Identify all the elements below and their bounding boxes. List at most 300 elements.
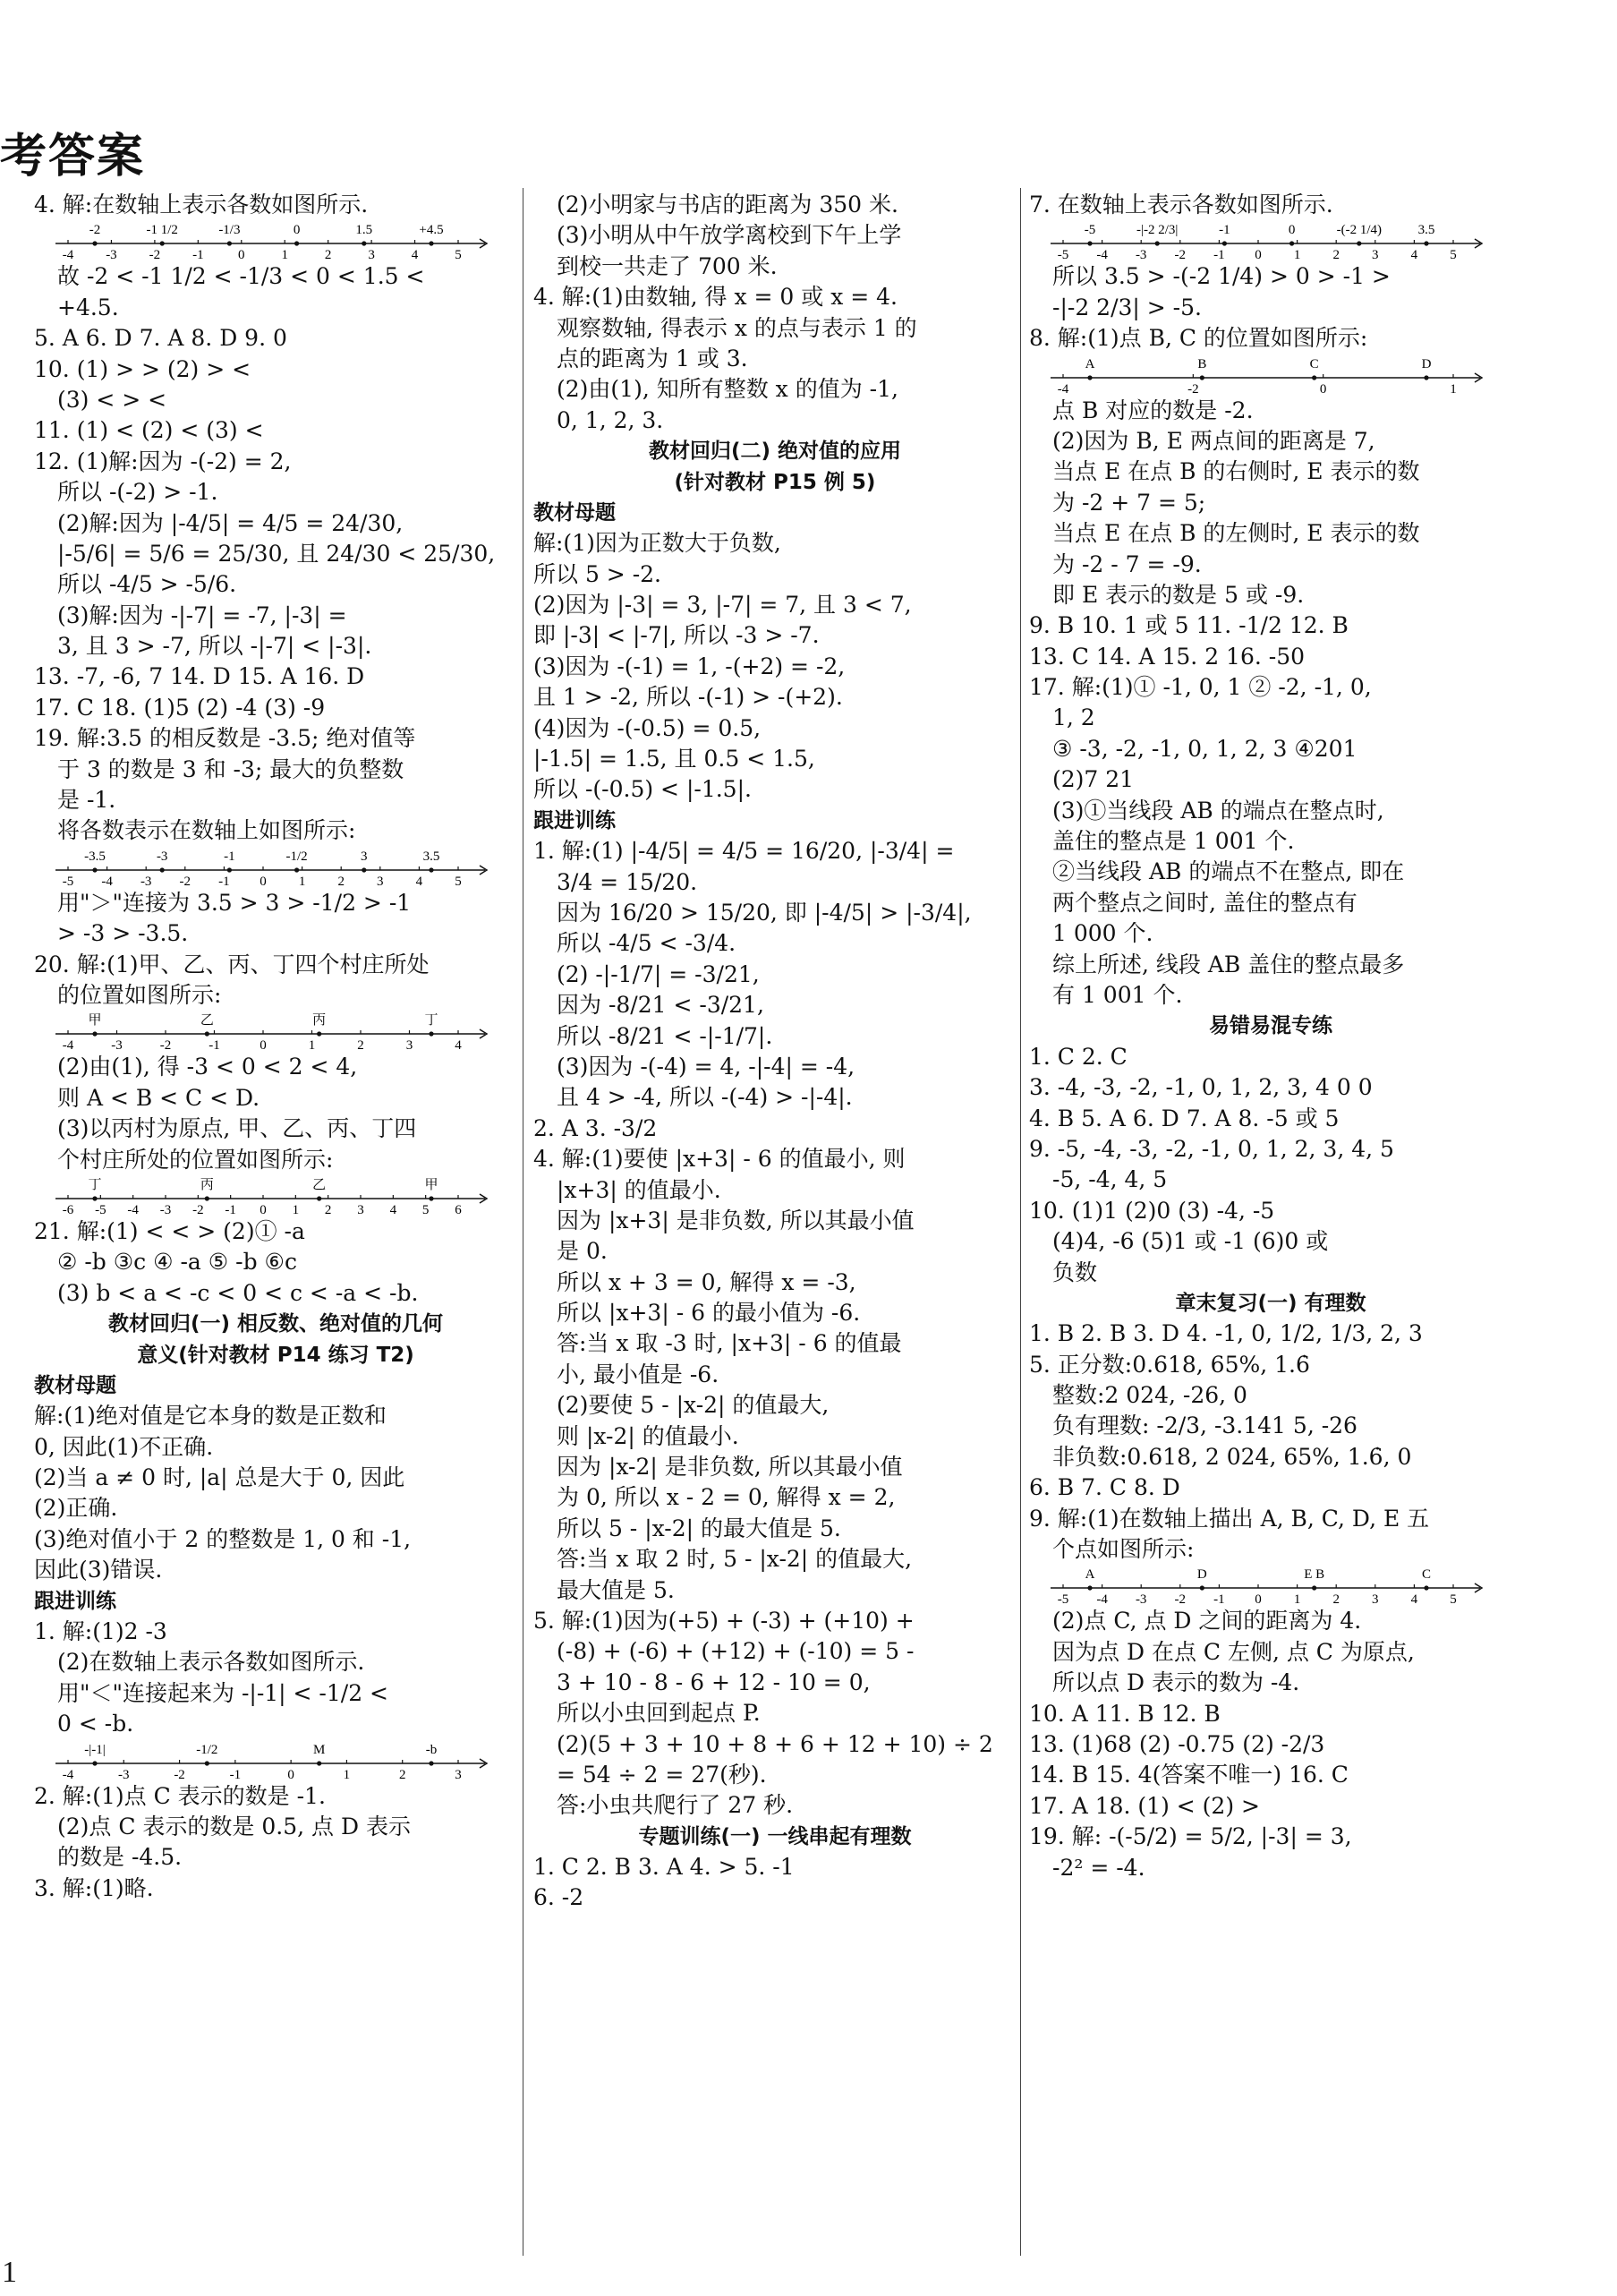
number-line-point bbox=[1087, 1586, 1092, 1591]
number-line-tick-label: -5 bbox=[1057, 1592, 1069, 1607]
answer-line: 所以 -(-0.5) < |-1.5|. bbox=[533, 776, 752, 803]
answer-line: 解:(1)绝对值是它本身的数是正数和 bbox=[34, 1403, 387, 1430]
number-line-tick-label: -4 bbox=[62, 1038, 74, 1053]
number-line-tick-label: -3 bbox=[140, 874, 152, 888]
answer-line: 12. (1)解:因为 -(-2) = 2, bbox=[34, 448, 292, 474]
answer-line: |-5/6| = 5/6 = 25/30, 且 24/30 < 25/30, bbox=[57, 540, 496, 567]
number-line-point bbox=[294, 242, 299, 246]
answer-line: 13. C 14. A 15. 2 16. -50 bbox=[1029, 643, 1306, 670]
answer-line: (2)正确. bbox=[34, 1495, 118, 1522]
answer-line: (3) < > < bbox=[57, 386, 167, 413]
answer-line: 答:当 x 取 2 时, 5 - |x-2| 的值最大, bbox=[557, 1546, 913, 1573]
answer-line: 1. 解:(1)2 -3 bbox=[34, 1618, 167, 1645]
number-line-point bbox=[429, 242, 433, 246]
answer-line: 当点 E 在点 B 的左侧时, E 表示的数 bbox=[1052, 520, 1420, 547]
number-line-tick-label: 0 bbox=[287, 1767, 294, 1781]
number-line-point-label: 丙 bbox=[312, 1013, 327, 1029]
number-line-point bbox=[92, 1761, 97, 1765]
number-line-tick-label: -2 bbox=[1174, 1592, 1187, 1607]
subsection-heading: 教材母题 bbox=[34, 1373, 116, 1397]
answer-line: 因为 -8/21 < -3/21, bbox=[557, 992, 764, 1019]
answer-line: 当点 E 在点 B 的右侧时, E 表示的数 bbox=[1052, 458, 1420, 485]
answer-line: 3, 且 3 > -7, 所以 -|-7| < |-3|. bbox=[57, 633, 372, 660]
number-line-tick-label: 1 bbox=[292, 1202, 300, 1216]
answer-line: 5. 解:(1)因为(+5) + (-3) + (+10) + bbox=[533, 1607, 915, 1634]
number-line-point bbox=[1312, 375, 1316, 380]
answer-line: = 54 ÷ 2 = 27(秒). bbox=[557, 1761, 767, 1788]
answer-line: 6. -2 bbox=[533, 1884, 584, 1911]
answer-line: 则 A < B < C < D. bbox=[57, 1084, 260, 1111]
number-line-point bbox=[92, 867, 97, 872]
number-line-point bbox=[1312, 1586, 1316, 1591]
number-line-point bbox=[92, 242, 97, 246]
number-line-point-label: M bbox=[312, 1742, 326, 1757]
answer-line: 点的距离为 1 或 3. bbox=[557, 345, 748, 371]
number-line-point-label: -|-1| bbox=[84, 1742, 106, 1757]
number-line-tick-label: 2 bbox=[1332, 248, 1340, 262]
number-line-point-label: 丁 bbox=[424, 1013, 438, 1029]
number-line-point bbox=[227, 242, 232, 246]
number-line-tick-label: -4 bbox=[1096, 248, 1108, 262]
number-line-tick-label: 2 bbox=[324, 248, 332, 262]
answer-line: 所以 5 > -2. bbox=[533, 560, 661, 587]
number-line-point bbox=[205, 1032, 209, 1037]
answer-line: 1 000 个. bbox=[1052, 920, 1153, 947]
number-line-tick-label: 1 bbox=[281, 248, 288, 262]
number-line-tick-label: 0 bbox=[1255, 248, 1262, 262]
answer-line: 因为 16/20 > 15/20, 即 |-4/5| > |-3/4|, bbox=[557, 899, 972, 926]
number-line bbox=[1047, 220, 1485, 261]
answer-line: 17. 解:(1)① -1, 0, 1 ② -2, -1, 0, bbox=[1029, 674, 1372, 701]
number-line-point-label: 乙 bbox=[312, 1177, 327, 1192]
number-line-point-label: -|-2 2/3| bbox=[1136, 223, 1179, 238]
number-line-tick-label: -3 bbox=[1135, 1592, 1147, 1607]
number-line-tick-label: 4 bbox=[411, 248, 419, 262]
answer-line: -|-2 2/3| > -5. bbox=[1052, 294, 1202, 320]
answer-line: 且 4 > -4, 所以 -(-4) > -|-4|. bbox=[557, 1084, 853, 1111]
number-line-tick-label: 0 bbox=[1255, 1592, 1262, 1607]
answer-line: 10. A 11. B 12. B bbox=[1029, 1700, 1221, 1727]
number-line-tick-label: 4 bbox=[455, 1038, 462, 1053]
number-line-tick-label: -2 bbox=[192, 1202, 204, 1216]
number-line-point bbox=[317, 1761, 321, 1765]
answer-line: 0, 因此(1)不正确. bbox=[34, 1433, 214, 1460]
number-line bbox=[52, 220, 490, 261]
answer-line: -5, -4, 4, 5 bbox=[1052, 1166, 1168, 1193]
number-line-point-label: 丁 bbox=[88, 1177, 102, 1192]
number-line bbox=[52, 1011, 490, 1052]
answer-line: 负数 bbox=[1052, 1259, 1098, 1285]
answer-line: 到校一共走了 700 米. bbox=[557, 252, 778, 279]
subsection-heading: 教材母题 bbox=[533, 500, 616, 525]
answer-line: 1, 2 bbox=[1052, 704, 1095, 731]
number-line-point-label: -3.5 bbox=[84, 849, 106, 864]
number-line-tick-label: 2 bbox=[398, 1767, 406, 1781]
answer-line: (2)7 21 bbox=[1052, 766, 1135, 793]
answer-line: 3/4 = 15/20. bbox=[557, 868, 698, 895]
number-line-point bbox=[362, 867, 366, 872]
answer-line: 10. (1) > > (2) > < bbox=[34, 355, 251, 382]
answer-line: 4. 解:在数轴上表示各数如图所示. bbox=[34, 192, 369, 218]
answer-line: (2) -|-1/7| = -3/21, bbox=[557, 960, 760, 987]
number-line-point bbox=[1289, 242, 1294, 246]
answer-line: 5. 正分数:0.618, 65%, 1.6̇ bbox=[1029, 1351, 1310, 1378]
number-line-point-label: 甲 bbox=[424, 1177, 438, 1192]
answer-line: 答:小虫共爬行了 27 秒. bbox=[557, 1792, 794, 1819]
answer-line: (4)4, -6 (5)1 或 -1 (6)0 或 bbox=[1052, 1228, 1329, 1255]
answer-line: (3)以丙村为原点, 甲、乙、丙、丁四 bbox=[57, 1115, 417, 1142]
number-line-tick-label: 0 bbox=[1319, 381, 1327, 396]
number-line-tick-label: -3 bbox=[1135, 248, 1147, 262]
answer-line: 3. 解:(1)略. bbox=[34, 1874, 154, 1901]
number-line-point-label: 丙 bbox=[200, 1177, 214, 1192]
number-line-point bbox=[1155, 242, 1160, 246]
number-line-tick-label: 2 bbox=[357, 1038, 364, 1053]
number-line-tick-label: 3 bbox=[368, 248, 375, 262]
answer-line: > -3 > -3.5. bbox=[57, 920, 189, 947]
number-line-point bbox=[1424, 242, 1428, 246]
answer-line: 所以点 D 表示的数为 -4. bbox=[1052, 1669, 1300, 1696]
answer-line: 是 -1. bbox=[57, 787, 116, 814]
number-line-tick-label: -3 bbox=[111, 1038, 123, 1053]
number-line-point-label: A bbox=[1085, 1567, 1095, 1583]
answer-line: 个点如图所示: bbox=[1052, 1536, 1195, 1563]
answer-line: (2)小明家与书店的距离为 350 米. bbox=[557, 192, 898, 218]
number-line-point-label: C bbox=[1421, 1567, 1432, 1583]
number-line-point-label: 0 bbox=[293, 223, 301, 238]
number-line-point-label: +4.5 bbox=[419, 223, 444, 238]
number-line-point bbox=[294, 867, 299, 872]
answer-line: 5. A 6. D 7. A 8. D 9. 0 bbox=[34, 325, 287, 352]
answer-line: 的数是 -4.5. bbox=[57, 1844, 183, 1871]
number-line-point bbox=[92, 1032, 97, 1037]
answer-line: 17. C 18. (1)5 (2) -4 (3) -9 bbox=[34, 694, 326, 721]
number-line-tick-label: -1 bbox=[229, 1767, 242, 1781]
answer-line: 21. 解:(1) < < > (2)① -a bbox=[34, 1217, 305, 1244]
number-line-tick-label: 1 bbox=[298, 874, 306, 888]
section-heading: 教材回归(一) 相反数、绝对值的几何 bbox=[107, 1312, 444, 1336]
answer-line: 19. 解:3.5 的相反数是 -3.5; 绝对值等 bbox=[34, 725, 416, 752]
answer-line: ② -b ③c ④ -a ⑤ -b ⑥c bbox=[57, 1249, 297, 1276]
number-line-point-label: -1 bbox=[1219, 223, 1230, 238]
number-line-tick-label: -4 bbox=[1096, 1592, 1108, 1607]
answer-line: 因此(3)错误. bbox=[34, 1557, 163, 1583]
answer-line: 2. 解:(1)点 C 表示的数是 -1. bbox=[34, 1782, 326, 1809]
answer-line: 所以 3.5 > -(-2 1/4) > 0 > -1 > bbox=[1052, 263, 1391, 290]
answer-line: -2² = -4. bbox=[1052, 1854, 1145, 1881]
column-divider-2 bbox=[1020, 188, 1021, 2256]
section-heading: 易错易混专练 bbox=[1209, 1014, 1332, 1038]
number-line-point-label: 0 bbox=[1288, 223, 1296, 238]
answer-line: 个村庄所处的位置如图所示: bbox=[57, 1146, 334, 1173]
answer-line: ②当线段 AB 的端点不在整点, 即在 bbox=[1052, 858, 1405, 885]
number-line-tick-label: 5 bbox=[455, 874, 462, 888]
number-line-tick-label: 5 bbox=[1450, 248, 1457, 262]
answer-line: 0 < -b. bbox=[57, 1711, 134, 1737]
answer-line: (2)在数轴上表示各数如图所示. bbox=[57, 1649, 365, 1676]
answer-line: (2)因为 |-3| = 3, |-7| = 7, 且 3 < 7, bbox=[533, 592, 912, 619]
number-line-point-label: 甲 bbox=[88, 1013, 102, 1029]
number-line-point bbox=[429, 1032, 433, 1037]
number-line-point-label: 3 bbox=[361, 849, 368, 864]
answer-line: 盖住的整点是 1 001 个. bbox=[1052, 828, 1295, 855]
number-line-tick-label: 3 bbox=[1372, 248, 1379, 262]
answer-line: 2. A 3. -3/2 bbox=[533, 1114, 658, 1141]
number-line-tick-label: -4 bbox=[62, 1767, 74, 1781]
answer-line: 有 1 001 个. bbox=[1052, 981, 1183, 1008]
number-line-point-label: 3.5 bbox=[1417, 223, 1435, 238]
number-line-point-label: B bbox=[1197, 356, 1207, 371]
number-line-point bbox=[227, 867, 232, 872]
answer-line: 综上所述, 线段 AB 盖住的整点最多 bbox=[1052, 951, 1405, 977]
number-line-tick-label: -3 bbox=[159, 1202, 172, 1216]
number-line-tick-label: 5 bbox=[1450, 1592, 1457, 1607]
section-heading: 章末复习(一) 有理数 bbox=[1175, 1291, 1366, 1315]
number-line-tick-label: 4 bbox=[389, 1202, 397, 1216]
number-line-tick-label: 3 bbox=[405, 1038, 413, 1053]
number-line-tick-label: -3 bbox=[118, 1767, 130, 1781]
number-line-point-label: D bbox=[1421, 356, 1432, 371]
answer-line: 将各数表示在数轴上如图所示: bbox=[57, 817, 356, 844]
answer-line: 用"＞"连接为 3.5 > 3 > -1/2 > -1 bbox=[57, 889, 412, 916]
number-line-tick-label: 3 bbox=[1372, 1592, 1379, 1607]
number-line-point bbox=[317, 1196, 321, 1200]
answer-line: 负有理数: -2/3, -3.141 5, -26 bbox=[1052, 1413, 1357, 1439]
answer-line: 因为点 D 在点 C 左侧, 点 C 为原点, bbox=[1052, 1638, 1415, 1665]
number-line-tick-label: -2 bbox=[174, 1767, 185, 1781]
number-line-tick-label: 0 bbox=[238, 248, 245, 262]
answer-line: 3. -4, -3, -2, -1, 0, 1, 2, 3, 4 0 0 bbox=[1029, 1074, 1373, 1101]
number-line-tick-label: 4 bbox=[1410, 1592, 1418, 1607]
number-line-point bbox=[1424, 375, 1428, 380]
answer-line: 8. 解:(1)点 B, C 的位置如图所示: bbox=[1029, 325, 1368, 352]
answer-line: 于 3 的数是 3 和 -3; 最大的负整数 bbox=[57, 755, 404, 782]
answer-line: 因为 |x+3| 是非负数, 所以其最小值 bbox=[557, 1207, 915, 1233]
number-line-point bbox=[317, 1032, 321, 1037]
answer-line: 为 -2 + 7 = 5; bbox=[1052, 489, 1206, 516]
answer-line: 14. B 15. 4(答案不唯一) 16. C bbox=[1029, 1762, 1349, 1788]
number-line-tick-label: 3 bbox=[357, 1202, 364, 1216]
number-line-tick-label: 3 bbox=[377, 874, 384, 888]
answer-column-3 bbox=[1029, 190, 1512, 1883]
answer-line: (2)由(1), 得 -3 < 0 < 2 < 4, bbox=[57, 1054, 358, 1080]
answer-line: (2)由(1), 知所有整数 x 的值为 -1, bbox=[557, 376, 898, 403]
number-line-point-label: -1/2 bbox=[285, 849, 308, 864]
answer-line: 故 -2 < -1 1/2 < -1/3 < 0 < 1.5 < bbox=[57, 263, 425, 290]
answer-line: (2)当 a ≠ 0 时, |a| 总是大于 0, 因此 bbox=[34, 1464, 405, 1491]
answer-line: 是 0. bbox=[557, 1238, 608, 1265]
answer-line: 因为 |x-2| 是非负数, 所以其最小值 bbox=[557, 1454, 903, 1481]
number-line-point-label: D bbox=[1196, 1567, 1207, 1583]
number-line-point-label: -1/3 bbox=[218, 223, 241, 238]
answer-line: 即 E 表示的数是 5 或 -9. bbox=[1052, 581, 1305, 608]
number-line-point-label: -3 bbox=[156, 849, 168, 864]
answer-line: (3)小明从中午放学离校到下午上学 bbox=[557, 222, 902, 249]
number-line-tick-label: -2 bbox=[1187, 381, 1199, 396]
number-line bbox=[52, 847, 490, 888]
subsection-heading: 跟进训练 bbox=[533, 808, 616, 832]
answer-line: 10. (1)1 (2)0 (3) -4, -5 bbox=[1029, 1197, 1275, 1224]
answer-line: 所以 -4/5 > -5/6. bbox=[57, 571, 237, 598]
section-heading: 专题训练(一) 一线串起有理数 bbox=[638, 1824, 912, 1848]
answer-line: 所以 x + 3 = 0, 解得 x = -3, bbox=[557, 1268, 856, 1295]
answer-line: 4. 解:(1)由数轴, 得 x = 0 或 x = 4. bbox=[533, 284, 898, 311]
answer-line: 0, 1, 2, 3. bbox=[557, 406, 664, 433]
answer-line: 所以 |x+3| - 6 的最小值为 -6. bbox=[557, 1300, 861, 1327]
page-number: 1 bbox=[2, 2256, 17, 2289]
answer-line: 3 + 10 - 8 - 6 + 12 - 10 = 0, bbox=[557, 1669, 871, 1695]
number-line-point bbox=[205, 1196, 209, 1200]
answer-line: 所以 -8/21 < -|-1/7|. bbox=[557, 1022, 773, 1049]
answer-line: 所以 5 - |x-2| 的最大值是 5. bbox=[557, 1515, 841, 1541]
answer-line: 13. -7, -6, 7 14. D 15. A 16. D bbox=[34, 663, 365, 690]
answer-line: 11. (1) < (2) < (3) < bbox=[34, 417, 264, 444]
answer-line: 7. 在数轴上表示各数如图所示. bbox=[1029, 192, 1333, 218]
answer-line: 所以 -(-2) > -1. bbox=[57, 479, 218, 506]
number-line-point bbox=[1424, 1586, 1428, 1591]
answer-line: (2)解:因为 |-4/5| = 4/5 = 24/30, bbox=[57, 509, 404, 536]
answer-line: +4.5. bbox=[57, 294, 119, 320]
answer-line: 点 B 对应的数是 -2. bbox=[1052, 397, 1254, 423]
answer-line: 即 |-3| < |-7|, 所以 -3 > -7. bbox=[533, 622, 820, 649]
number-line-point-label: -2 bbox=[89, 223, 101, 238]
answer-line: (3)因为 -(-1) = 1, -(+2) = -2, bbox=[533, 653, 846, 679]
number-line-point bbox=[1200, 1586, 1204, 1591]
number-line-tick-label: 1 bbox=[1450, 381, 1457, 396]
answer-line: 9. B 10. 1 或 5 11. -1/2 12. B bbox=[1029, 612, 1349, 639]
number-line-point bbox=[92, 1196, 97, 1200]
number-line-point-label: -1 bbox=[224, 849, 235, 864]
answer-line: (3) b < a < -c < 0 < c < -a < -b. bbox=[57, 1279, 419, 1306]
number-line-point-label: -1/2 bbox=[196, 1742, 218, 1757]
number-line-tick-label: 5 bbox=[455, 248, 462, 262]
answer-line: 解:(1)因为正数大于负数, bbox=[533, 530, 781, 557]
number-line bbox=[52, 1175, 490, 1216]
number-line-tick-label: -1 bbox=[1213, 1592, 1225, 1607]
number-line-tick-label: 0 bbox=[260, 1038, 267, 1053]
number-line-tick-label: -4 bbox=[101, 874, 113, 888]
answer-line: (2)点 C, 点 D 之间的距离为 4. bbox=[1052, 1608, 1362, 1635]
number-line-point-label: 1.5 bbox=[355, 223, 373, 238]
answer-line: |-1.5| = 1.5, 且 0.5 < 1.5, bbox=[533, 746, 815, 772]
number-line-tick-label: -5 bbox=[62, 874, 74, 888]
answer-line: 17. A 18. (1) < (2) > bbox=[1029, 1792, 1260, 1819]
answer-line: 19. 解: -(-5/2) = 5/2, |-3| = 3, bbox=[1029, 1823, 1352, 1850]
number-line-tick-label: 5 bbox=[421, 1202, 430, 1216]
number-line-point bbox=[429, 867, 433, 872]
number-line-point-label: C bbox=[1309, 356, 1319, 371]
number-line-tick-label: -3 bbox=[106, 248, 117, 262]
answer-line: 为 -2 - 7 = -9. bbox=[1052, 551, 1202, 577]
answer-line: 答:当 x 取 -3 时, |x+3| - 6 的值最 bbox=[557, 1330, 902, 1357]
answer-line: 20. 解:(1)甲、乙、丙、丁四个村庄所处 bbox=[34, 951, 430, 977]
number-line-tick-label: 2 bbox=[337, 874, 345, 888]
number-line-tick-label: -1 bbox=[192, 248, 204, 262]
number-line-tick-label: -1 bbox=[1213, 248, 1225, 262]
answer-column-1 bbox=[34, 190, 517, 1904]
number-line-tick-label: -5 bbox=[1057, 248, 1069, 262]
number-line-point-label: E B bbox=[1304, 1567, 1325, 1583]
number-line-tick-label: 3 bbox=[455, 1767, 462, 1781]
number-line-point bbox=[362, 242, 366, 246]
section-heading: 意义(针对教材 P14 练习 T2) bbox=[137, 1343, 414, 1367]
answer-line: 9. 解:(1)在数轴上描出 A, B, C, D, E 五 bbox=[1029, 1505, 1430, 1532]
answer-line: 且 1 > -2, 所以 -(-1) > -(+2). bbox=[533, 684, 843, 711]
number-line-point-label: -1 1/2 bbox=[146, 223, 178, 238]
subsection-heading: 跟进训练 bbox=[34, 1589, 116, 1613]
answer-line: 则 |x-2| 的值最小. bbox=[557, 1422, 739, 1449]
answer-line: (3)解:因为 -|-7| = -7, |-3| = bbox=[57, 602, 347, 628]
answer-line: (2)因为 B, E 两点间的距离是 7, bbox=[1052, 427, 1375, 454]
number-line-point bbox=[160, 242, 165, 246]
number-line-tick-label: 6 bbox=[455, 1202, 462, 1216]
answer-line: 4. B 5. A 6. D 7. A 8. -5 或 5 bbox=[1029, 1105, 1340, 1131]
answer-line: 两个整点之间时, 盖住的整点有 bbox=[1052, 889, 1357, 916]
number-line-tick-label: -2 bbox=[149, 248, 161, 262]
answer-line: 1. C 2. B 3. A 4. > 5. -1 bbox=[533, 1854, 795, 1881]
number-line-tick-label: 1 bbox=[308, 1038, 316, 1053]
number-line-tick-label: 4 bbox=[415, 874, 423, 888]
answer-line: (2)点 C 表示的数是 0.5, 点 D 表示 bbox=[57, 1813, 411, 1839]
number-line-tick-label: -2 bbox=[1174, 248, 1187, 262]
answer-line: 9. -5, -4, -3, -2, -1, 0, 1, 2, 3, 4, 5 bbox=[1029, 1135, 1394, 1162]
answer-line: |x+3| 的值最小. bbox=[557, 1176, 721, 1203]
number-line-tick-label: 1 bbox=[1293, 1592, 1301, 1607]
answer-column-2 bbox=[533, 190, 1017, 1914]
number-line-tick-label: -1 bbox=[218, 874, 230, 888]
number-line-point-label: 3.5 bbox=[422, 849, 440, 864]
number-line-tick-label: 0 bbox=[260, 874, 267, 888]
number-line bbox=[1047, 354, 1485, 396]
answer-line: (3)绝对值小于 2 的整数是 1, 0 和 -1, bbox=[34, 1525, 412, 1552]
answer-line: 1. B 2. B 3. D 4. -1, 0, 1/2, 1/3, 2, 3 bbox=[1029, 1320, 1423, 1347]
number-line-tick-label: 2 bbox=[324, 1202, 332, 1216]
page-title: 考答案 bbox=[0, 130, 146, 184]
number-line-tick-label: 0 bbox=[260, 1202, 267, 1216]
number-line-tick-label: -4 bbox=[62, 248, 74, 262]
answer-line: 13. (1)68 (2) -0.75 (2) -2/3 bbox=[1029, 1730, 1325, 1757]
number-line-point bbox=[429, 1196, 433, 1200]
answer-line: (-8) + (-6) + (+12) + (-10) = 5 - bbox=[557, 1638, 915, 1665]
answer-line: (3)因为 -(-4) = 4, -|-4| = -4, bbox=[557, 1053, 855, 1080]
number-line-point-label: -5 bbox=[1084, 223, 1096, 238]
number-line-tick-label: -2 bbox=[159, 1038, 172, 1053]
number-line-point bbox=[1222, 242, 1227, 246]
number-line-tick-label: 4 bbox=[1410, 248, 1418, 262]
number-line-point-label: A bbox=[1085, 356, 1095, 371]
number-line-point-label: -(-2 1/4) bbox=[1336, 223, 1383, 238]
answer-line: 非负数:0.618, 2 024, 65%, 1.6̇, 0 bbox=[1052, 1443, 1412, 1470]
answer-line: 6. B 7. C 8. D bbox=[1029, 1474, 1180, 1501]
answer-line: 所以 -4/5 < -3/4. bbox=[557, 930, 736, 957]
number-line bbox=[1047, 1565, 1485, 1606]
number-line-tick-label: -1 bbox=[209, 1038, 220, 1053]
answer-line: 最大值是 5. bbox=[557, 1576, 675, 1603]
answer-line: (3)①当线段 AB 的端点在整点时, bbox=[1052, 797, 1384, 824]
answer-line: 为 0, 所以 x - 2 = 0, 解得 x = 2, bbox=[557, 1484, 896, 1511]
number-line-tick-label: 1 bbox=[343, 1767, 351, 1781]
number-line-point bbox=[1087, 242, 1092, 246]
number-line-point bbox=[1087, 375, 1092, 380]
number-line-point-label: 乙 bbox=[200, 1013, 214, 1029]
answer-line: 1. 解:(1) |-4/5| = 4/5 = 16/20, |-3/4| = bbox=[533, 838, 955, 865]
number-line-tick-label: -4 bbox=[1057, 381, 1069, 396]
answer-line: 的位置如图所示: bbox=[57, 981, 222, 1008]
answer-line: ③ -3, -2, -1, 0, 1, 2, 3 ④201 bbox=[1052, 735, 1357, 762]
answer-line: 用"＜"连接起来为 -|-1| < -1/2 < bbox=[57, 1679, 389, 1706]
section-heading: (针对教材 P15 例 5) bbox=[674, 470, 876, 494]
number-line-tick-label: 2 bbox=[1332, 1592, 1340, 1607]
